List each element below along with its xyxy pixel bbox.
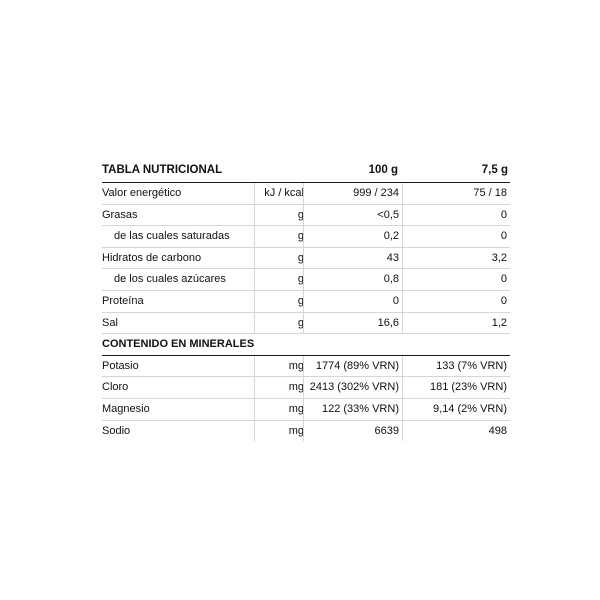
value-serving-cell — [402, 248, 511, 269]
value-100g-cell — [303, 399, 403, 420]
value-serving-cell — [402, 377, 511, 398]
row-label: Valor energético — [102, 187, 182, 199]
nutrition-row — [102, 248, 510, 270]
unit-cell — [254, 356, 304, 377]
row-unit: g — [297, 294, 304, 307]
row-unit: mg — [288, 381, 304, 394]
row-value-serving: 133 (7% VRN) — [436, 359, 507, 372]
value-100g-cell — [303, 377, 403, 398]
row-value-serving: 181 (23% VRN) — [429, 381, 507, 394]
row-value-serving: 498 — [488, 424, 507, 437]
row-value-serving: 0 — [500, 273, 507, 286]
value-serving-cell — [402, 421, 511, 442]
value-serving-cell — [402, 269, 511, 290]
value-100g-cell — [303, 205, 403, 226]
row-value-100g: 0 — [392, 294, 399, 307]
row-unit: mg — [288, 424, 304, 437]
unit-cell — [254, 248, 304, 269]
nutrition-row — [102, 205, 510, 227]
value-100g-cell — [303, 269, 403, 290]
row-label: Grasas — [102, 208, 138, 221]
nutrition-row — [102, 291, 510, 313]
row-label: Proteína — [102, 294, 144, 307]
row-value-100g: 43 — [386, 251, 399, 264]
row-label: Sodio — [102, 424, 131, 437]
row-unit: mg — [288, 402, 304, 415]
row-value-serving: 0 — [500, 208, 507, 221]
row-value-100g: 122 (33% VRN) — [321, 402, 399, 415]
row-value-100g: 0,2 — [383, 230, 399, 243]
unit-cell — [254, 205, 304, 226]
value-serving-cell — [402, 183, 511, 204]
unit-cell — [254, 399, 304, 420]
row-label: Sal — [102, 316, 118, 329]
nutrition-row — [102, 313, 510, 335]
row-value-serving: 9,14 (2% VRN) — [433, 402, 507, 415]
nutrition-rows — [102, 183, 510, 334]
row-unit: mg — [288, 359, 304, 372]
row-value-serving: 0 — [500, 230, 507, 243]
nutrition-row — [102, 226, 510, 248]
minerals-section-header — [102, 334, 510, 356]
column-header-100g: 100 g — [368, 164, 398, 176]
row-value-100g: 6639 — [374, 424, 399, 437]
value-serving-cell — [402, 205, 511, 226]
row-unit: kJ / kcal — [264, 187, 304, 199]
value-100g-cell — [303, 421, 403, 442]
value-serving-cell — [402, 313, 511, 334]
mineral-row — [102, 377, 510, 399]
row-value-100g: 1774 (89% VRN) — [315, 359, 399, 372]
unit-cell — [254, 377, 304, 398]
row-value-serving: 3,2 — [491, 251, 507, 264]
value-100g-cell — [303, 183, 403, 204]
row-label: de las cuales saturadas — [114, 230, 230, 243]
value-serving-cell — [402, 356, 511, 377]
unit-cell — [254, 226, 304, 247]
value-100g-cell — [303, 248, 403, 269]
row-unit: g — [297, 251, 304, 264]
value-serving-cell — [402, 399, 511, 420]
row-value-100g: 999 / 234 — [353, 187, 399, 199]
row-value-100g: 2413 (302% VRN) — [309, 381, 399, 394]
row-label: Potasio — [102, 359, 139, 372]
row-label: de los cuales azúcares — [114, 273, 226, 286]
row-value-serving: 75 / 18 — [473, 187, 507, 199]
mineral-row — [102, 421, 510, 442]
value-100g-cell — [303, 313, 403, 334]
value-100g-cell — [303, 291, 403, 312]
value-100g-cell — [303, 226, 403, 247]
row-unit: g — [297, 208, 304, 221]
value-serving-cell — [402, 226, 511, 247]
unit-cell — [254, 183, 304, 204]
unit-cell — [254, 313, 304, 334]
row-label: Magnesio — [102, 402, 150, 415]
mineral-row — [102, 399, 510, 421]
unit-cell — [254, 291, 304, 312]
row-unit: g — [297, 316, 304, 329]
minerals-title: CONTENIDO EN MINERALES — [102, 338, 255, 351]
table-title: TABLA NUTRICIONAL — [102, 164, 223, 176]
value-100g-cell — [303, 356, 403, 377]
row-value-serving: 1,2 — [491, 316, 507, 329]
unit-cell — [254, 269, 304, 290]
mineral-row — [102, 356, 510, 378]
unit-cell — [254, 421, 304, 442]
table-header — [102, 158, 510, 183]
row-label: Cloro — [102, 381, 129, 394]
row-label: Hidratos de carbono — [102, 251, 202, 264]
row-value-100g: <0,5 — [377, 208, 399, 221]
nutrition-table — [102, 158, 510, 441]
row-value-100g: 0,8 — [383, 273, 399, 286]
row-unit: g — [297, 273, 304, 286]
row-value-serving: 0 — [500, 294, 507, 307]
row-value-100g: 16,6 — [377, 316, 399, 329]
nutrition-row — [102, 269, 510, 291]
row-unit: g — [297, 230, 304, 243]
mineral-rows — [102, 356, 510, 441]
value-serving-cell — [402, 291, 511, 312]
column-header-serving: 7,5 g — [481, 164, 508, 176]
nutrition-row — [102, 183, 510, 205]
